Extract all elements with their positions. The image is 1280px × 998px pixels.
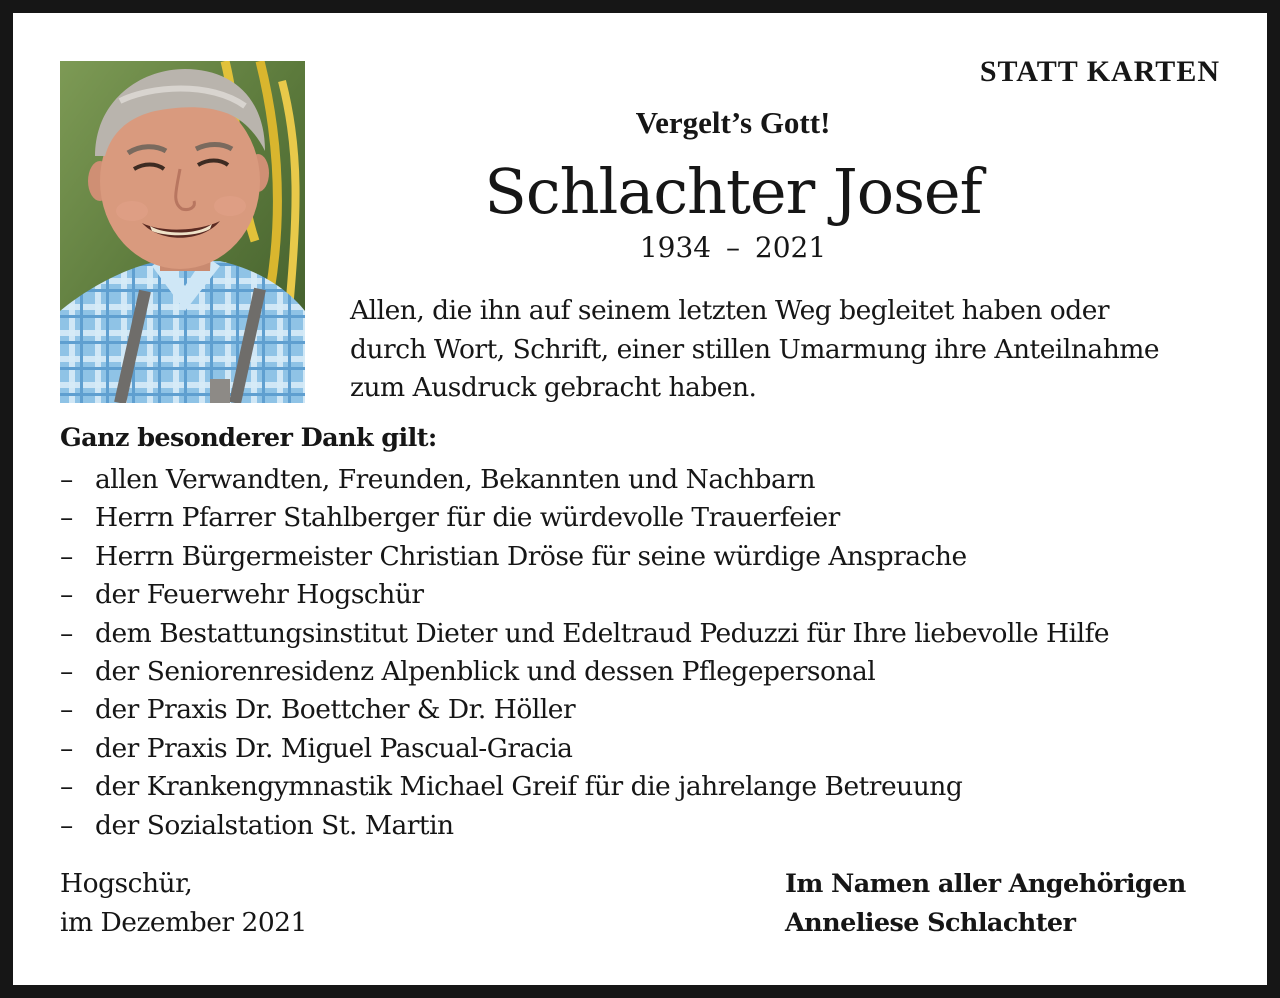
life-years: 1934 – 2021 bbox=[639, 231, 827, 264]
list-item-text: der Sozialstation St. Martin bbox=[95, 809, 454, 841]
list-item-text: dem Bestattungsinstitut Dieter und Edeltraud Peduzzi für Ihre liebevolle Hilfe bbox=[95, 617, 1110, 649]
dash-bullet: – bbox=[60, 694, 73, 726]
list-item bbox=[60, 653, 1109, 691]
list-item-text: der Seniorenresidenz Alpenblick und dessen Pflegepersonal bbox=[95, 656, 876, 688]
deceased-name: Schlachter Josef bbox=[484, 155, 982, 228]
list-item bbox=[60, 499, 1109, 537]
dash-bullet: – bbox=[60, 809, 73, 841]
list-item-text: der Praxis Dr. Miguel Pascual-Gracia bbox=[95, 732, 573, 764]
dash-bullet: – bbox=[60, 464, 73, 495]
thanks-title: Ganz besonderer Dank gilt: bbox=[60, 423, 437, 453]
signature-line: Im Namen aller Angehörigen bbox=[785, 869, 1186, 899]
portrait-photo bbox=[60, 61, 305, 403]
intro-line: zum Ausdruck gebracht haben. bbox=[350, 372, 757, 403]
dash-bullet: – bbox=[60, 732, 73, 764]
intro-paragraph bbox=[350, 292, 1159, 408]
intro-line: durch Wort, Schrift, einer stillen Umarmung ihre Anteilnahme bbox=[350, 333, 1160, 365]
dash-bullet: – bbox=[60, 656, 73, 688]
list-item bbox=[60, 730, 1109, 768]
dash-bullet: – bbox=[60, 771, 73, 803]
list-item bbox=[60, 691, 1109, 729]
dash-bullet: – bbox=[60, 502, 73, 534]
list-item bbox=[60, 768, 1109, 806]
list-item bbox=[60, 461, 1109, 499]
list-item bbox=[60, 538, 1109, 576]
signature-name: Anneliese Schlachter bbox=[785, 907, 1076, 938]
list-item-text: Herrn Pfarrer Stahlberger für die würdevolle Trauerfeier bbox=[95, 502, 840, 534]
dash-bullet: – bbox=[60, 540, 73, 572]
dash-bullet: – bbox=[60, 617, 73, 649]
list-item-text: allen Verwandten, Freunden, Bekannten und Nachbarn bbox=[95, 464, 816, 495]
intro-line: Allen, die ihn auf seinem letzten Weg begleitet haben oder bbox=[350, 295, 1110, 326]
list-item-text: Herrn Bürgermeister Christian Dröse für seine würdige Ansprache bbox=[95, 540, 967, 572]
list-item bbox=[60, 576, 1109, 614]
thanks-list bbox=[60, 461, 1109, 845]
place-text: Hogschür, bbox=[60, 868, 193, 899]
dash-bullet: – bbox=[60, 579, 73, 611]
list-item bbox=[60, 807, 1109, 845]
signature-block bbox=[785, 865, 1186, 942]
portrait-photo-icon bbox=[60, 61, 305, 403]
list-item bbox=[60, 615, 1109, 653]
statt-karten-label: STATT KARTEN bbox=[979, 55, 1220, 88]
place-and-date bbox=[60, 865, 307, 942]
list-item-text: der Krankengymnastik Michael Greif für die jahrelange Betreuung bbox=[95, 771, 963, 803]
list-item-text: der Praxis Dr. Boettcher & Dr. Höller bbox=[95, 694, 576, 726]
date-text: im Dezember 2021 bbox=[60, 906, 307, 938]
vergelts-gott-heading: Vergelt’s Gott! bbox=[635, 105, 831, 140]
list-item-text: der Feuerwehr Hogschür bbox=[95, 579, 424, 611]
